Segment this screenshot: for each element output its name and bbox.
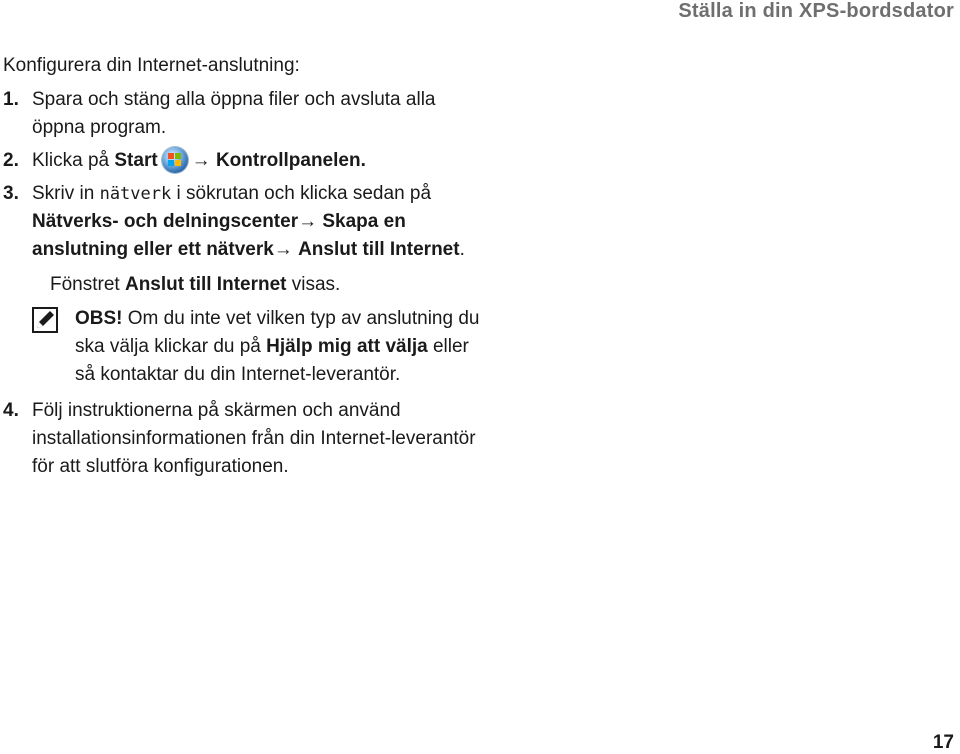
- window-note-text: Fönstret: [50, 274, 125, 295]
- page-number: 17: [932, 732, 954, 753]
- note-text: eller så kontaktar du din Internet-leverantör.: [75, 336, 469, 385]
- window-name: Anslut till Internet: [124, 274, 287, 295]
- path-create-connection: Skapa en anslutning eller ett nätverk: [32, 211, 406, 260]
- pencil-note-icon: [32, 307, 58, 342]
- window-note: [32, 271, 483, 299]
- list-item: [3, 397, 483, 481]
- control-panel-label: Kontrollpanelen.: [215, 150, 366, 171]
- step-number: 4.: [3, 400, 19, 421]
- note-text: Om du inte vet vilken typ av anslutning du ska välja klickar du på: [75, 308, 480, 357]
- step-number: 2.: [3, 150, 19, 171]
- list-item: [3, 86, 483, 142]
- step-number: 3.: [3, 183, 19, 204]
- page-header-title: Ställa in din XPS-bordsdator: [678, 0, 954, 22]
- arrow-icon: →: [298, 211, 318, 232]
- note-label: OBS!: [75, 308, 123, 329]
- step-text: i sökrutan och klicka sedan på: [171, 183, 432, 204]
- path-connect-internet: Anslut till Internet: [298, 239, 460, 260]
- arrow-icon: →: [273, 239, 293, 260]
- step-number: 1.: [3, 89, 19, 110]
- window-note-text: visas.: [286, 274, 341, 295]
- period: .: [459, 239, 465, 260]
- step-text: Skriv in: [32, 183, 100, 204]
- note-block: [32, 305, 483, 389]
- path-network-center: Nätverks- och delningscenter: [32, 211, 299, 232]
- help-me-choose-label: Hjälp mig att välja: [266, 336, 428, 357]
- arrow-icon: →: [191, 150, 211, 171]
- list-item: [3, 147, 483, 175]
- windows-start-orb-icon: [162, 147, 188, 173]
- intro-text: Konfigurera din Internet-anslutning:: [3, 55, 300, 76]
- step-text: Klicka på: [32, 150, 115, 171]
- list-item: [3, 180, 483, 389]
- step-text: Följ instruktionerna på skärmen och använd installationsinformationen från din Internet-leverantör för att slutföra konfigurationen.: [32, 400, 476, 477]
- instruction-list: [3, 86, 483, 481]
- step-text: Spara och stäng alla öppna filer och avsluta alla öppna program.: [32, 89, 436, 138]
- search-term: nätverk: [99, 184, 172, 204]
- start-label: Start: [114, 150, 158, 171]
